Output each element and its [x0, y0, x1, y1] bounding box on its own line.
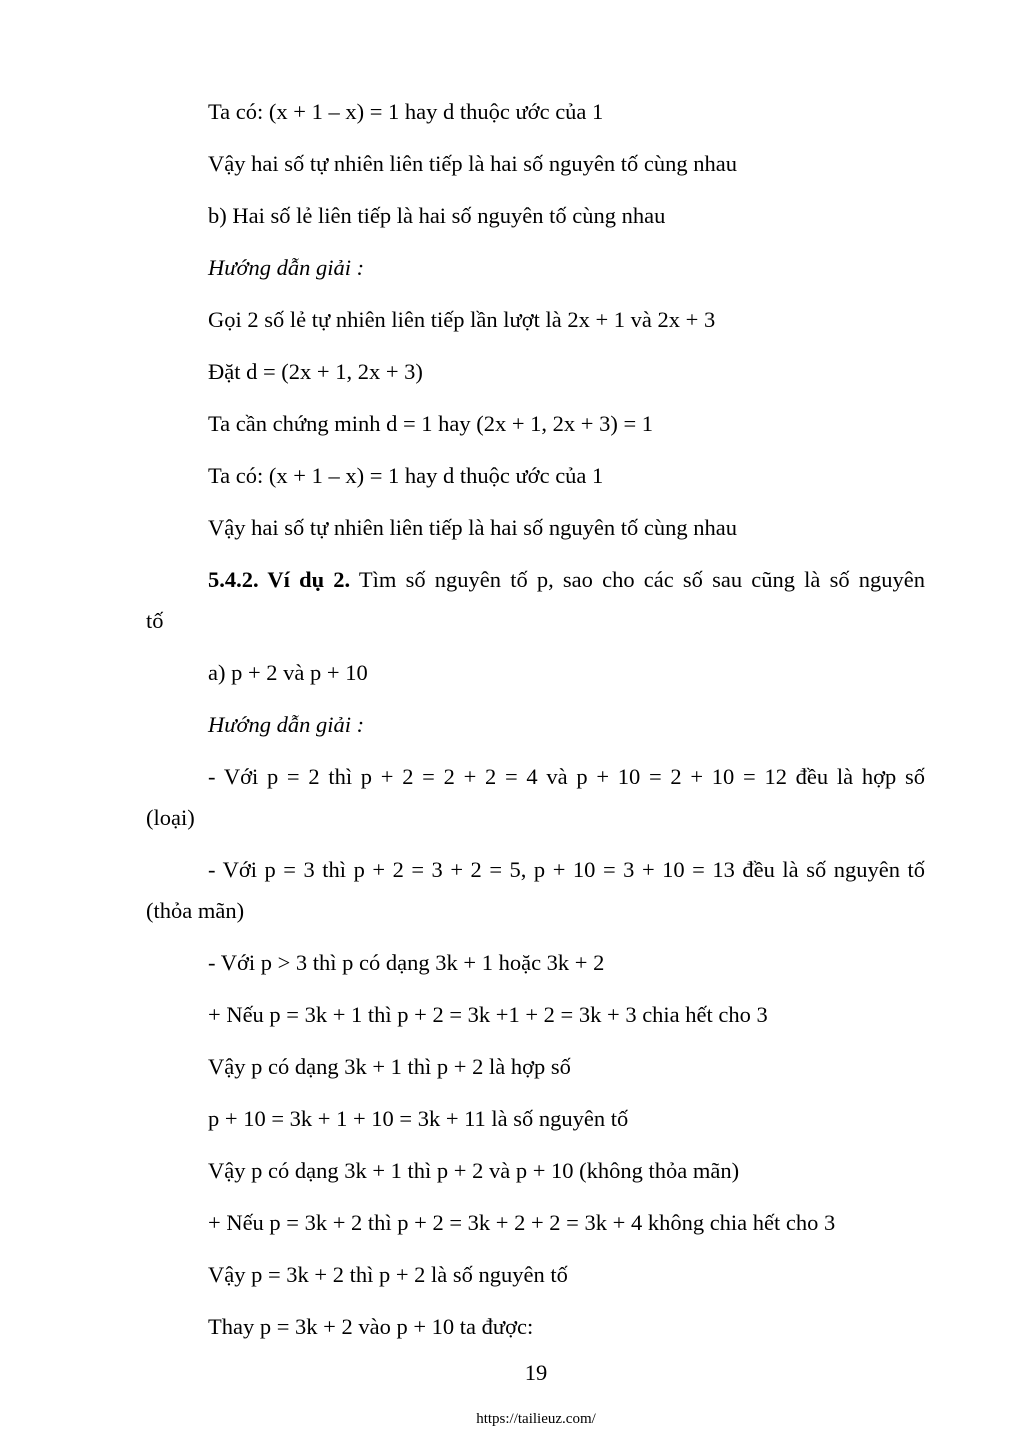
- case-p2-line: - Với p = 2 thì p + 2 = 2 + 2 = 4 và p + 10 = 2 + 10 = 12 đều là hợp số: [208, 764, 925, 789]
- part-a-label: a) p + 2 và p + 10: [208, 660, 368, 685]
- text-line: Ta có: (x + 1 – x) = 1 hay d thuộc ước của 1: [208, 99, 604, 124]
- text-line: Ta cần chứng minh d = 1 hay (2x + 1, 2x + 3) = 1: [208, 411, 654, 436]
- example-2-heading: 5.4.2. Ví dụ 2.: [208, 567, 351, 592]
- text-line: Vậy p có dạng 3k + 1 thì p + 2 là hợp số: [208, 1054, 571, 1079]
- example-2-line: [208, 567, 925, 593]
- text-line: Vậy p có dạng 3k + 1 thì p + 2 và p + 10 (không thỏa mãn): [208, 1158, 740, 1183]
- text-line: Thay p = 3k + 2 vào p + 10 ta được:: [208, 1314, 534, 1339]
- example-2-text: Tìm số nguyên tố p, sao cho các số sau cũng là số nguyên: [350, 567, 925, 592]
- text-line: p + 10 = 3k + 1 + 10 = 3k + 11 là số nguyên tố: [208, 1106, 629, 1131]
- text-line: Đặt d = (2x + 1, 2x + 3): [208, 359, 423, 384]
- text-line: Gọi 2 số lẻ tự nhiên liên tiếp lần lượt là 2x + 1 và 2x + 3: [208, 307, 716, 332]
- text-line: b) Hai số lẻ liên tiếp là hai số nguyên tố cùng nhau: [208, 203, 666, 228]
- footer-url: https://tailieuz.com/: [476, 1411, 596, 1427]
- text-line: + Nếu p = 3k + 2 thì p + 2 = 3k + 2 + 2 = 3k + 4 không chia hết cho 3: [208, 1210, 836, 1235]
- example-2-continuation: tố: [146, 608, 164, 633]
- guide-heading: Hướng dẫn giải :: [208, 712, 365, 737]
- text-line: - Với p > 3 thì p có dạng 3k + 1 hoặc 3k + 2: [208, 950, 605, 975]
- page-number: 19: [524, 1360, 548, 1385]
- text-line: + Nếu p = 3k + 1 thì p + 2 = 3k +1 + 2 = 3k + 3 chia hết cho 3: [208, 1002, 768, 1027]
- guide-heading: Hướng dẫn giải :: [208, 255, 365, 280]
- case-p2-continuation: (loại): [146, 805, 195, 830]
- case-p3-continuation: (thỏa mãn): [146, 898, 245, 923]
- text-line: Vậy hai số tự nhiên liên tiếp là hai số nguyên tố cùng nhau: [208, 515, 737, 540]
- text-line: Vậy p = 3k + 2 thì p + 2 là số nguyên tố: [208, 1262, 568, 1287]
- text-line: Vậy hai số tự nhiên liên tiếp là hai số nguyên tố cùng nhau: [208, 151, 737, 176]
- case-p3-line: - Với p = 3 thì p + 2 = 3 + 2 = 5, p + 10 = 3 + 10 = 13 đều là số nguyên tố: [208, 857, 925, 882]
- text-line: Ta có: (x + 1 – x) = 1 hay d thuộc ước của 1: [208, 463, 604, 488]
